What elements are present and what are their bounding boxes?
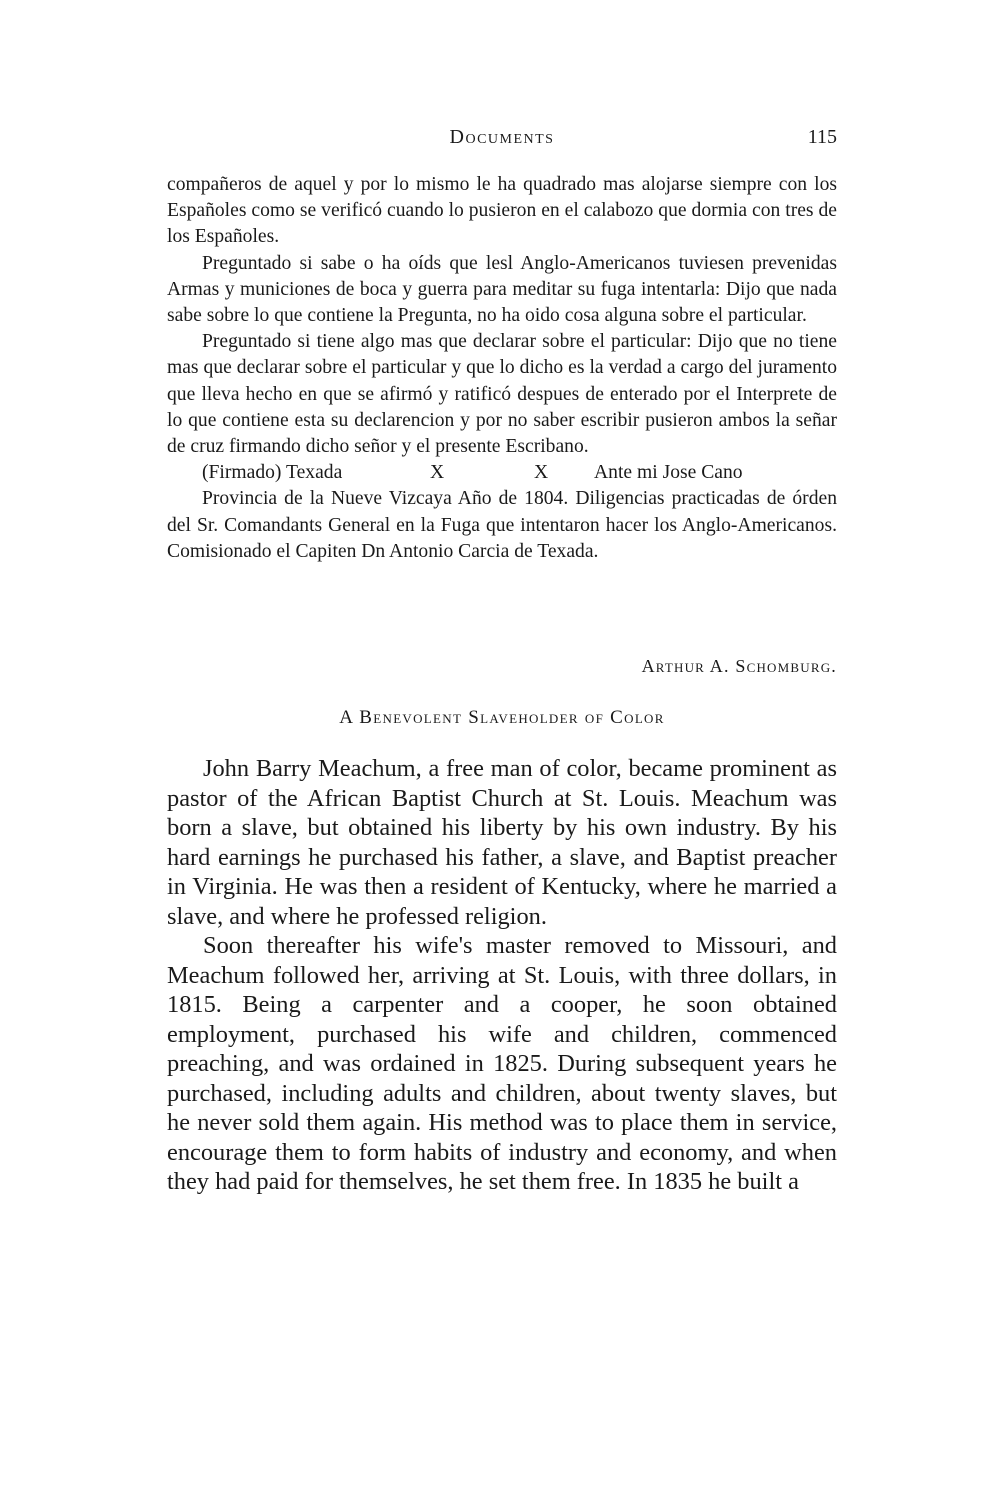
- running-head-title: Documents: [449, 126, 555, 148]
- article-title: A Benevolent Slaveholder of Color: [339, 707, 665, 728]
- article-paragraph: Soon thereafter his wife's master removed to Missouri, and Meachum followed her, arriving at St. Louis, with three dollars, in 1815. Being a carpenter and a cooper, he soon obtained employment, purchased his wife and children, commenced preaching, and was ordained in 1825. During subsequent years he purchased, including adults and children, about twenty slaves, but he never sold them again. His method was to place them in service, encourage them to form habits of industry and economy, and when they had paid for themselves, he set them free. In 1835 he built a: [167, 932, 837, 1195]
- signature-witness: Ante mi Jose Cano: [594, 462, 743, 484]
- document-closing: Provincia de la Nueve Vizcaya Año de 1804. Diligencias practicadas de órden del Sr. Comandants General en la Fuga que intentaron hacer los Anglo-Americanos. Comisionado el Capiten Dn Antonio Carcia de Texada.: [167, 488, 837, 562]
- running-head: [167, 126, 837, 152]
- document-paragraph: Preguntado si sabe o ha oíds que lesl Anglo-Americanos tuviesen prevenidas Armas y municiones de boca y guerra para meditar su fuga intentarla: Dijo que nada sabe sobre lo que contiene la Pregunta, no ha oido cosa alguna sobre el particular.: [167, 252, 837, 327]
- article-paragraph: John Barry Meachum, a free man of color, became prominent as pastor of the African Baptist Church at St. Louis. Meachum was born a slave, but obtained his liberty by his own industry. By his hard earnings he purchased his father, a slave, and Baptist preacher in Virginia. He was then a resident of Kentucky, where he married a slave, and where he professed religion.: [167, 755, 837, 930]
- signature-line: [167, 460, 837, 486]
- spanish-document-text: [167, 172, 837, 565]
- article-body: [167, 754, 837, 1197]
- author-credit: Arthur A. Schomburg.: [641, 656, 837, 676]
- signature-signed: (Firmado) Texada: [202, 462, 343, 484]
- document-paragraph: Preguntado si tiene algo mas que declarar sobre el particular: Dijo que no tiene mas que declarar sobre el particular y que lo dicho es la verdad a cargo del juramento que lleva hecho en que se afirmó y ratificó despues de enterado por el Interprete de lo que contiene esta su declarencion y por no saber escribir pusieron ambos la señar de cruz firmando dicho señor y el presente Escribano.: [167, 331, 837, 458]
- document-paragraph: compañeros de aquel y por lo mismo le ha quadrado mas alojarse siempre con los Españoles como se verificó cuando lo pusieron en el calabozo que dormia con tres de los Españoles.: [167, 174, 837, 248]
- signature-mark: X: [430, 462, 445, 484]
- signature-mark: X: [534, 462, 549, 484]
- page-number: 115: [807, 126, 837, 148]
